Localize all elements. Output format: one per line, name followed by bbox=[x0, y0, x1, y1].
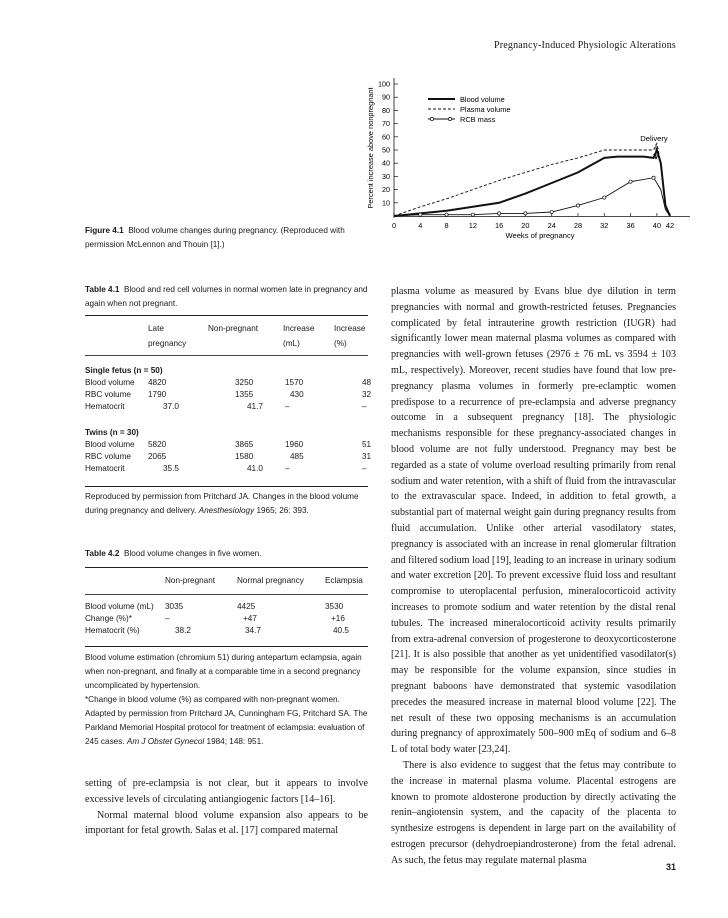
table2-header: Normal pregnancy bbox=[237, 576, 304, 585]
table1-header-late: Late bbox=[148, 324, 164, 333]
table1-cell: 35.5 bbox=[163, 464, 179, 473]
left-body-text bbox=[85, 776, 368, 839]
table2-cell: +47 bbox=[243, 614, 257, 623]
x-tick-label: 36 bbox=[626, 221, 635, 230]
table1-cell: 485 bbox=[290, 452, 304, 461]
y-tick-label: 10 bbox=[382, 198, 390, 208]
table1-cell: 41.0 bbox=[247, 464, 263, 473]
right-paragraph: There is also evidence to suggest that the fetus may contribute to the increase in maternal plasma volume. Placental estrogens are known to promote aldosterone production by directly activating the renin–angiotensin system, and the capacity of the placenta to synthesize estrogens is dependent in large part on the availability of estrogen precursor (dehydroepiandrosterone) from the fetal adrenal. As such, the fetus may regulate maternal plasma bbox=[391, 759, 676, 866]
x-tick-label: 28 bbox=[573, 221, 583, 230]
table2-top-rule bbox=[85, 567, 368, 568]
table2-footnote-line: when non-pregnant, and finally at a comparable time in a second pregnancy bbox=[85, 667, 361, 676]
table2-cell: 38.2 bbox=[175, 626, 191, 635]
table2-header: Eclampsia bbox=[325, 576, 363, 585]
x-tick-label: 40 bbox=[652, 221, 661, 230]
legend-blood-volume: Blood volume bbox=[460, 95, 505, 104]
right-body-text bbox=[391, 284, 676, 868]
table1-cell: 5820 bbox=[148, 440, 167, 449]
delivery-annotation: Delivery bbox=[640, 134, 668, 143]
x-tick-label: 24 bbox=[547, 221, 556, 230]
x-tick-label: 16 bbox=[495, 221, 504, 230]
y-axis-label: Percent increase above nonpregnant bbox=[366, 87, 375, 209]
rcb-mass-point bbox=[652, 176, 655, 179]
table2-cell: 4425 bbox=[237, 602, 256, 611]
table2-cell: Hematocrit (%) bbox=[85, 626, 140, 635]
rcb-mass-point bbox=[445, 213, 448, 216]
table1-cell: 32 bbox=[362, 390, 372, 399]
x-tick-label: 12 bbox=[468, 221, 477, 230]
table2-footnote bbox=[85, 651, 375, 749]
table1-cell: – bbox=[285, 402, 290, 411]
page-number: 31 bbox=[665, 862, 676, 872]
table1-cell: Blood volume bbox=[85, 378, 135, 387]
y-tick-label: 60 bbox=[382, 132, 390, 142]
table2-header: Non-pregnant bbox=[165, 576, 216, 585]
table1-header-increase-pct: Increase bbox=[334, 324, 366, 333]
legend-plasma-volume: Plasma volume bbox=[460, 105, 511, 114]
x-tick-label: 32 bbox=[600, 221, 609, 230]
table1-cell: RBC volume bbox=[85, 390, 131, 399]
blood-volume-line-chart bbox=[360, 78, 690, 248]
table1-group-title: Single fetus (n = 50) bbox=[85, 366, 163, 375]
running-head: Pregnancy-Induced Physiologic Alterations bbox=[493, 40, 676, 51]
table1-cell: 4820 bbox=[148, 378, 167, 387]
left-paragraph: setting of pre-eclampsia is not clear, but it appears to involve excessive levels of circulating antiangiogenic factors [14–16]. bbox=[85, 778, 368, 805]
left-paragraph: Normal maternal blood volume expansion also appears to be important for fetal growth. Salas et al. [17] compared maternal bbox=[85, 809, 368, 837]
table2-footnote-line: Blood volume estimation (chromium 51) during antepartum eclampsia, again bbox=[85, 653, 362, 662]
y-tick-label: 50 bbox=[382, 145, 390, 155]
x-axis-label: Weeks of pregnancy bbox=[505, 231, 575, 240]
table2-cell: 3530 bbox=[325, 602, 344, 611]
table1-cell: – bbox=[285, 464, 290, 473]
y-tick-label: 80 bbox=[382, 105, 390, 115]
table1-cell: 48 bbox=[362, 378, 372, 387]
x-tick-label: 8 bbox=[444, 221, 449, 230]
table2-footnote-line: *Change in blood volume (%) as compared with non-pregnant women. bbox=[85, 695, 340, 704]
rcb-mass-point bbox=[576, 204, 579, 207]
table1-cell: 430 bbox=[290, 390, 304, 399]
table1-cell: – bbox=[362, 402, 367, 411]
table2-caption-label: Table 4.2 bbox=[85, 549, 120, 558]
table1-cell: Blood volume bbox=[85, 440, 135, 449]
table2-footnote-line: uncomplicated by hypertension. bbox=[85, 681, 201, 690]
table1-top-rule bbox=[85, 315, 368, 316]
table2-cell: Change (%)* bbox=[85, 614, 132, 623]
table1-cell: RBC volume bbox=[85, 452, 131, 461]
table2-caption bbox=[85, 547, 370, 561]
legend-rcb-mass: RCB mass bbox=[460, 115, 496, 124]
table1-cell: 51 bbox=[362, 440, 372, 449]
table1-cell: 1355 bbox=[235, 390, 254, 399]
table1-cell: 1580 bbox=[235, 452, 254, 461]
table1-footnote-journal: Anesthesiology bbox=[198, 506, 255, 515]
table1-caption bbox=[85, 283, 370, 311]
y-tick-label: 30 bbox=[382, 171, 390, 181]
table1-caption-text: Blood and red cell volumes in normal women late in pregnancy and again when not pregnant. bbox=[85, 285, 368, 308]
table2-cell: +16 bbox=[331, 614, 345, 623]
table1-footnote-text: Reproduced by permission from Pritchard JA. Changes in the blood volume during pregnancy and delivery. bbox=[85, 492, 359, 515]
table1-cell: Hematocrit bbox=[85, 464, 125, 473]
x-tick-label: 20 bbox=[521, 221, 530, 230]
x-tick-label: 42 bbox=[665, 221, 675, 230]
y-tick-label: 40 bbox=[382, 158, 390, 168]
table1-cell: 31 bbox=[362, 452, 372, 461]
table1-cell: 3250 bbox=[235, 378, 254, 387]
table1-cell: Hematocrit bbox=[85, 402, 125, 411]
table2-cell: 40.5 bbox=[333, 626, 349, 635]
figure-caption-text: Blood volume changes during pregnancy. (Reproduced with permission McLennon and Thouin [1].) bbox=[85, 226, 345, 249]
table1-cell: 1790 bbox=[148, 390, 167, 399]
table1-header-increase-pct-2: (%) bbox=[334, 339, 347, 348]
table2-footnote-journal: Am J Obstet Gynecol bbox=[126, 737, 205, 746]
table1-header-late-2: pregnancy bbox=[148, 339, 187, 348]
rcb-mass-point bbox=[498, 212, 501, 215]
table1-footnote bbox=[85, 490, 370, 518]
x-tick-label: 0 bbox=[391, 221, 397, 230]
rcb-mass-point bbox=[471, 213, 474, 216]
table2-cell: – bbox=[165, 614, 170, 623]
table1-cell: 1570 bbox=[285, 378, 304, 387]
table1-footnote-tail: 1965; 26: 393. bbox=[254, 506, 309, 515]
table1-header-increase-ml: Increase bbox=[283, 324, 315, 333]
table1-cell: 41.7 bbox=[247, 402, 263, 411]
table2-header-rule bbox=[85, 594, 368, 595]
right-paragraph: plasma volume as measured by Evans blue dye dilution in term pregnancies with normal and growth-restricted fetuses. Pregnancies complicated by fetal intrauterine growth restriction (IUGR) had significantly lower mean maternal plasma volumes as compared with pregnancies with well-grown fetuses (2976 ± 76 mL vs 3594 ± 103 mL, respectively). Moreover, recent studies have found that low pre-pregnancy plasma volumes in formerly pre-eclamptic women predispose to a recurrence of pre-eclampsia and adverse pregnancy outcome in a subsequent pregnancy [18]. The physiologic mechanisms responsible for these pregnancy-associated changes in blood volume are not fully understood. Pregnancy may best be regarded as a state of volume overload resulting primarily from renal sodium and water retention, with a shift of fluid from the intravascular to the extravascular space. Indeed, in addition to fetal growth, a substantial part of maternal weight gain during pregnancy results from fluid accumulation. Unlike other arterial vasodilatory states, pregnancy is associated with an increase in renal glomerular filtration and filtered sodium load [19], leading to an increase in urinary sodium and water excretion [20]. To prevent excessive fluid loss and resultant compromise to uteroplacental perfusion, mineralocorticoid activity increases to promote sodium and water retention by the distal renal tubules. The increased mineralocorticoid activity results primarily from extra-adrenal conversion of progesterone to deoxycorticosterone [21]. It is also possible that another as yet unidentified vasodilator(s) may be responsible for the volume expansion, since studies in pregnant baboons have demonstrated that systemic vasodilation precedes the measured increase in maternal blood volume [22]. The net result of these two opposing mechanisms is an accumulation during pregnancy of approximately 500–900 mEq of sodium and 6–8 L of total body water [23,24]. bbox=[391, 286, 676, 756]
table2-cell: Blood volume (mL) bbox=[85, 602, 154, 611]
y-tick-label: 100 bbox=[378, 79, 390, 89]
table1-bottom-rule bbox=[85, 486, 368, 487]
table2-footnote-line: Parkland Memorial Hospital protocol for treatment of eclampsia: evaluation of bbox=[85, 723, 365, 732]
table1-cell: – bbox=[362, 464, 367, 473]
figure-caption-label: Figure 4.1 bbox=[85, 226, 124, 235]
y-tick-label: 90 bbox=[382, 92, 390, 102]
table2-bottom-rule bbox=[85, 646, 368, 647]
rcb-mass-point bbox=[550, 210, 553, 213]
table1-cell: 3865 bbox=[235, 440, 254, 449]
y-tick-label: 20 bbox=[382, 185, 390, 195]
table1-cell: 37.0 bbox=[163, 402, 179, 411]
table2-caption-text: Blood volume changes in five women. bbox=[124, 549, 262, 558]
rcb-mass-point bbox=[603, 196, 606, 199]
table2-footnote-tail: 1984; 148: 951. bbox=[204, 737, 264, 746]
table2-cell: 3035 bbox=[165, 602, 184, 611]
table2-cell: 34.7 bbox=[245, 626, 261, 635]
table1-cell: 2065 bbox=[148, 452, 167, 461]
rcb-mass-point bbox=[419, 213, 422, 216]
table1-header-rule bbox=[85, 355, 368, 356]
rcb-mass-point bbox=[629, 180, 632, 183]
x-tick-label: 4 bbox=[418, 221, 423, 230]
table1-group-title: Twins (n = 30) bbox=[85, 428, 139, 437]
table1-header-increase-ml-2: (mL) bbox=[283, 339, 300, 348]
rcb-mass-point bbox=[524, 212, 527, 215]
table1-header-nonpregnant: Non-pregnant bbox=[208, 324, 259, 333]
table1-caption-label: Table 4.1 bbox=[85, 285, 120, 294]
table2-footnote-line: Adapted by permission from Pritchard JA, Cunningham FG, Pritchard SA. The bbox=[85, 709, 368, 718]
y-tick-label: 70 bbox=[382, 119, 390, 129]
figure-caption bbox=[85, 224, 353, 252]
table2-footnote-last: 245 cases. bbox=[85, 737, 127, 746]
table1-cell: 1960 bbox=[285, 440, 304, 449]
